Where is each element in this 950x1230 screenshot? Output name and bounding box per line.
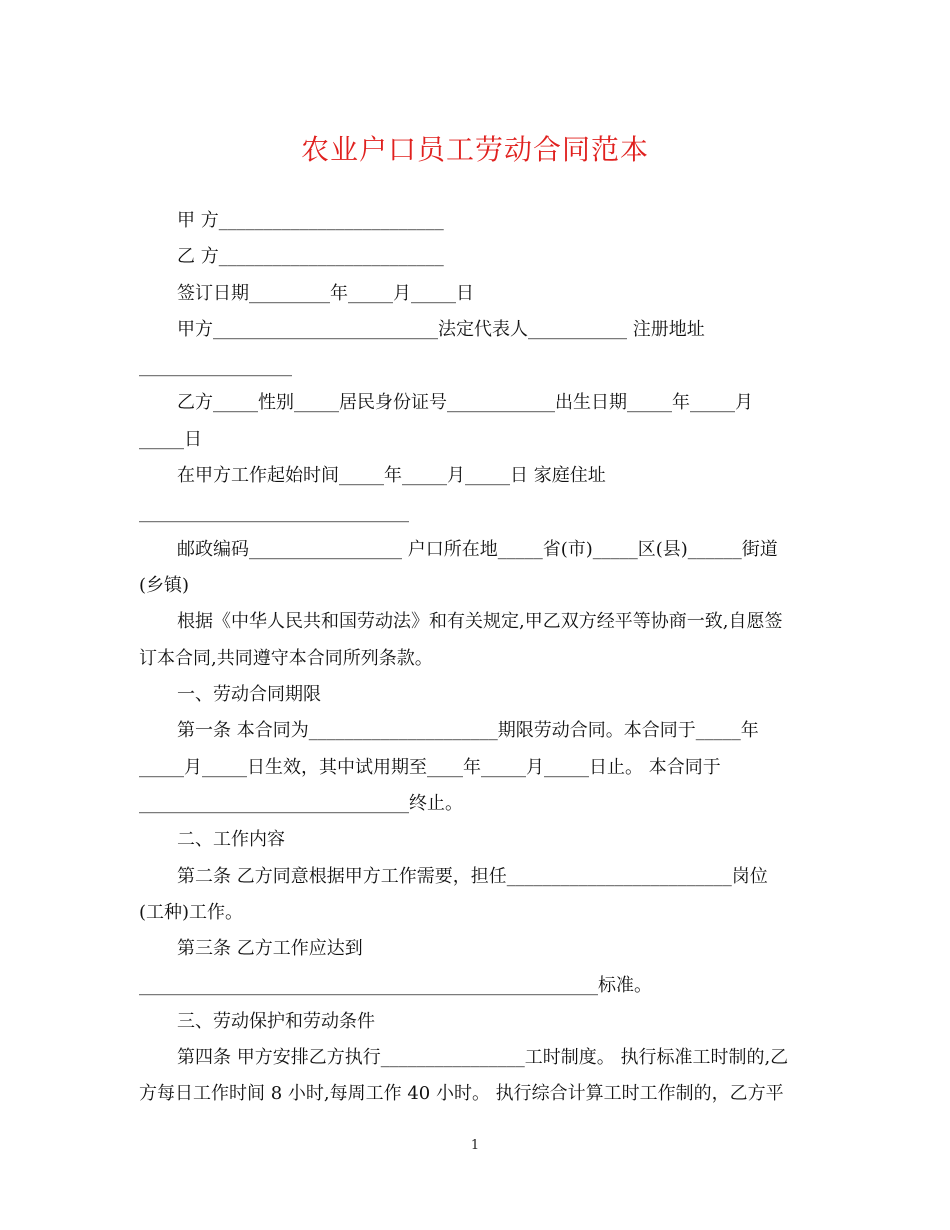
section-heading-1: 一、劳动合同期限	[177, 684, 321, 705]
article-2-line-2: (工种)工作。	[139, 902, 244, 923]
article-4-line-1: 第四条 甲方安排乙方执行________________工时制度。 执行标准工时制的,乙	[177, 1047, 789, 1068]
page-number: 1	[470, 1138, 480, 1153]
article-3-line-1: 第三条 乙方工作应达到	[177, 938, 363, 959]
birth-day-line: _____日	[139, 429, 202, 450]
start-date-line: 在甲方工作起始时间_____年_____月_____日 家庭住址	[177, 465, 606, 486]
section-heading-3: 三、劳动保护和劳动条件	[177, 1011, 375, 1032]
article-2-line-1: 第二条 乙方同意根据甲方工作需要，担任_________________________岗位	[177, 866, 768, 887]
article-4-line-2: 方每日工作时间 8 小时,每周工作 40 小时。 执行综合计算工时工作制的，乙方平	[139, 1083, 784, 1104]
party-a-line: 甲 方_________________________	[177, 210, 444, 231]
section-heading-2: 二、工作内容	[177, 829, 285, 850]
sign-date-line: 签订日期_________年_____月_____日	[177, 283, 474, 304]
preamble-line-2: 订本合同,共同遵守本合同所列条款。	[139, 648, 433, 669]
town-line: (乡镇)	[139, 575, 190, 596]
preamble-line-1: 根据《中华人民共和国劳动法》和有关规定,甲乙双方经平等协商一致,自愿签	[177, 611, 783, 632]
postcode-line: 邮政编码_________________ 户口所在地_____省(市)_____区(县)______街道	[177, 539, 778, 560]
document-title: 农业户口员工劳动合同范本	[300, 133, 649, 166]
address-blank-line: _________________	[139, 356, 292, 377]
article-1-line-3: ______________________________终止。	[139, 793, 463, 814]
party-b-line: 乙 方_________________________	[177, 246, 444, 267]
party-b-info-line: 乙方_____性别_____居民身份证号____________出生日期_____年_____月	[177, 392, 753, 413]
article-1-line-1: 第一条 本合同为_____________________期限劳动合同。本合同于_____年	[177, 720, 759, 741]
article-3-line-2: ___________________________________________________标准。	[139, 975, 652, 996]
article-1-line-2: _____月_____日生效，其中试用期至____年_____月_____日止。 本合同于	[139, 757, 721, 778]
party-a-info-line: 甲方_________________________法定代表人___________ 注册地址	[177, 319, 705, 340]
home-address-blank: ______________________________	[139, 502, 409, 523]
